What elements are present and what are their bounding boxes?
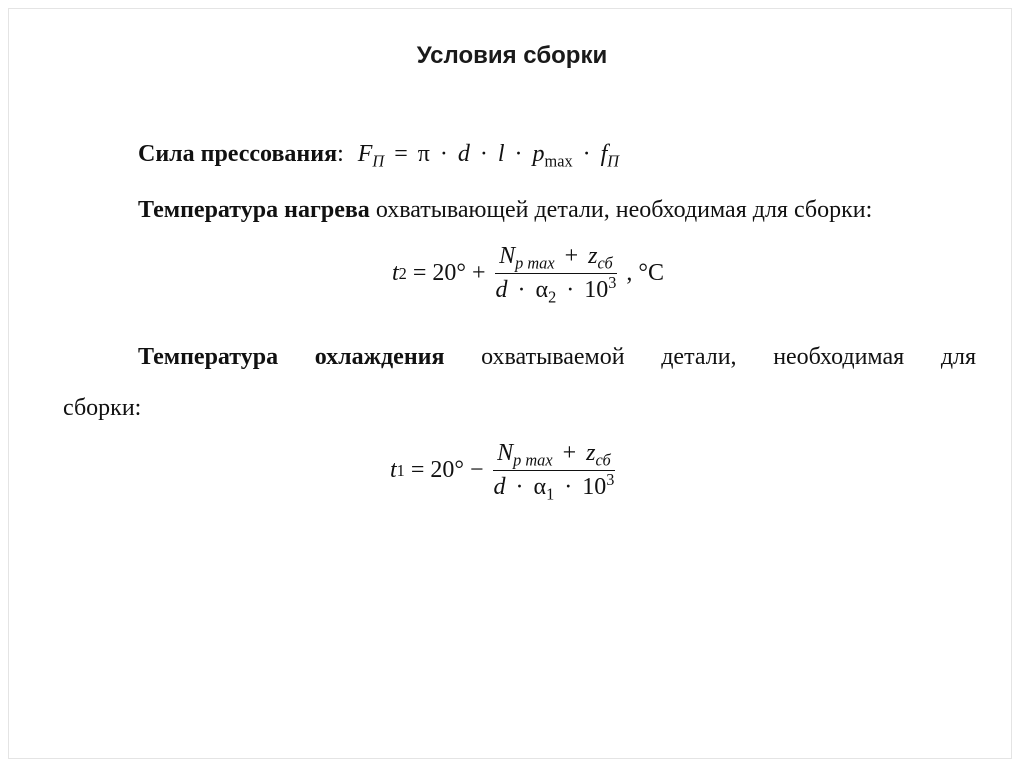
var-N: N (499, 243, 516, 269)
lhs-rest: = 20° + (412, 260, 486, 286)
var-f: f (600, 141, 608, 167)
unit-celsius: , °С (626, 260, 664, 286)
var-d: d (457, 141, 470, 167)
sub-alpha: 1 (546, 484, 555, 504)
press-force-colon: : (337, 141, 344, 167)
formula-t2: t 2 = 20° + $\frac{N_{p max} + z_{сб}}{d \cdot \alpha_2 \cdot 10^3}$ , °С (392, 243, 664, 307)
sub-alpha: 2 (548, 287, 557, 307)
press-force-label: Сила прессования (138, 141, 338, 167)
var-l: l (497, 141, 505, 167)
cooling-word: охватываемой (481, 344, 625, 370)
sym-pi: π (417, 141, 430, 167)
op-plus: + (562, 440, 577, 466)
denominator (490, 470, 619, 504)
var-t: t (390, 457, 397, 483)
sub-z: сб (597, 253, 613, 273)
var-N: N (497, 440, 514, 466)
var-z: z (586, 440, 596, 466)
num-ten: 10 (584, 277, 609, 303)
cooling-word: необходимая (773, 344, 905, 370)
sub-f: П (607, 151, 620, 171)
heating-text: охватывающей детали, необходимая для сборки: (369, 197, 873, 223)
sub-z: сб (595, 450, 611, 470)
op-eq: = (394, 141, 408, 167)
sup-ten: 3 (608, 273, 617, 293)
sub-N: p max (513, 450, 553, 470)
heating-label: Температура нагрева (138, 197, 370, 223)
var-p: p (532, 141, 545, 167)
press-force-line (138, 141, 620, 171)
formula-t1: t 1 = 20° − $\frac{N_{p max} + z_{сб}}{d \cdot \alpha_1 \cdot 10^3}$ (390, 440, 624, 501)
op-dot: · (517, 277, 526, 303)
lhs-rest: = 20° − (410, 457, 484, 483)
fraction-t2 (492, 243, 621, 307)
cooling-label: Температура охлаждения (138, 344, 445, 370)
sub-p: max (544, 151, 573, 171)
slide-frame (8, 8, 1012, 759)
num-ten: 10 (582, 474, 607, 500)
op-dot: · (564, 474, 573, 500)
var-F: F (357, 141, 373, 167)
var-d: d (493, 474, 506, 500)
fraction-t1 (490, 440, 619, 504)
sub-F: П (372, 151, 385, 171)
cooling-line-2: сборки: (63, 395, 142, 421)
op-plus: + (564, 243, 579, 269)
page-title: Условия сборки (416, 42, 608, 69)
var-d: d (495, 277, 508, 303)
var-z: z (588, 243, 598, 269)
op-dot: · (514, 141, 523, 167)
cooling-word: детали, (661, 344, 737, 370)
numerator (493, 440, 615, 471)
cooling-word: для (940, 344, 977, 370)
denominator (492, 273, 621, 307)
sym-alpha: α (533, 474, 547, 500)
sub-N: p max (515, 253, 555, 273)
op-dot: · (479, 141, 488, 167)
var-t: t (392, 260, 399, 286)
op-dot: · (566, 277, 575, 303)
op-dot: · (582, 141, 591, 167)
sup-ten: 3 (606, 470, 615, 490)
press-force-formula (357, 141, 620, 171)
cooling-line (138, 345, 976, 369)
op-dot: · (515, 474, 524, 500)
op-dot: · (439, 141, 448, 167)
numerator (495, 243, 617, 274)
heating-line (138, 198, 872, 222)
sym-alpha: α (535, 277, 549, 303)
